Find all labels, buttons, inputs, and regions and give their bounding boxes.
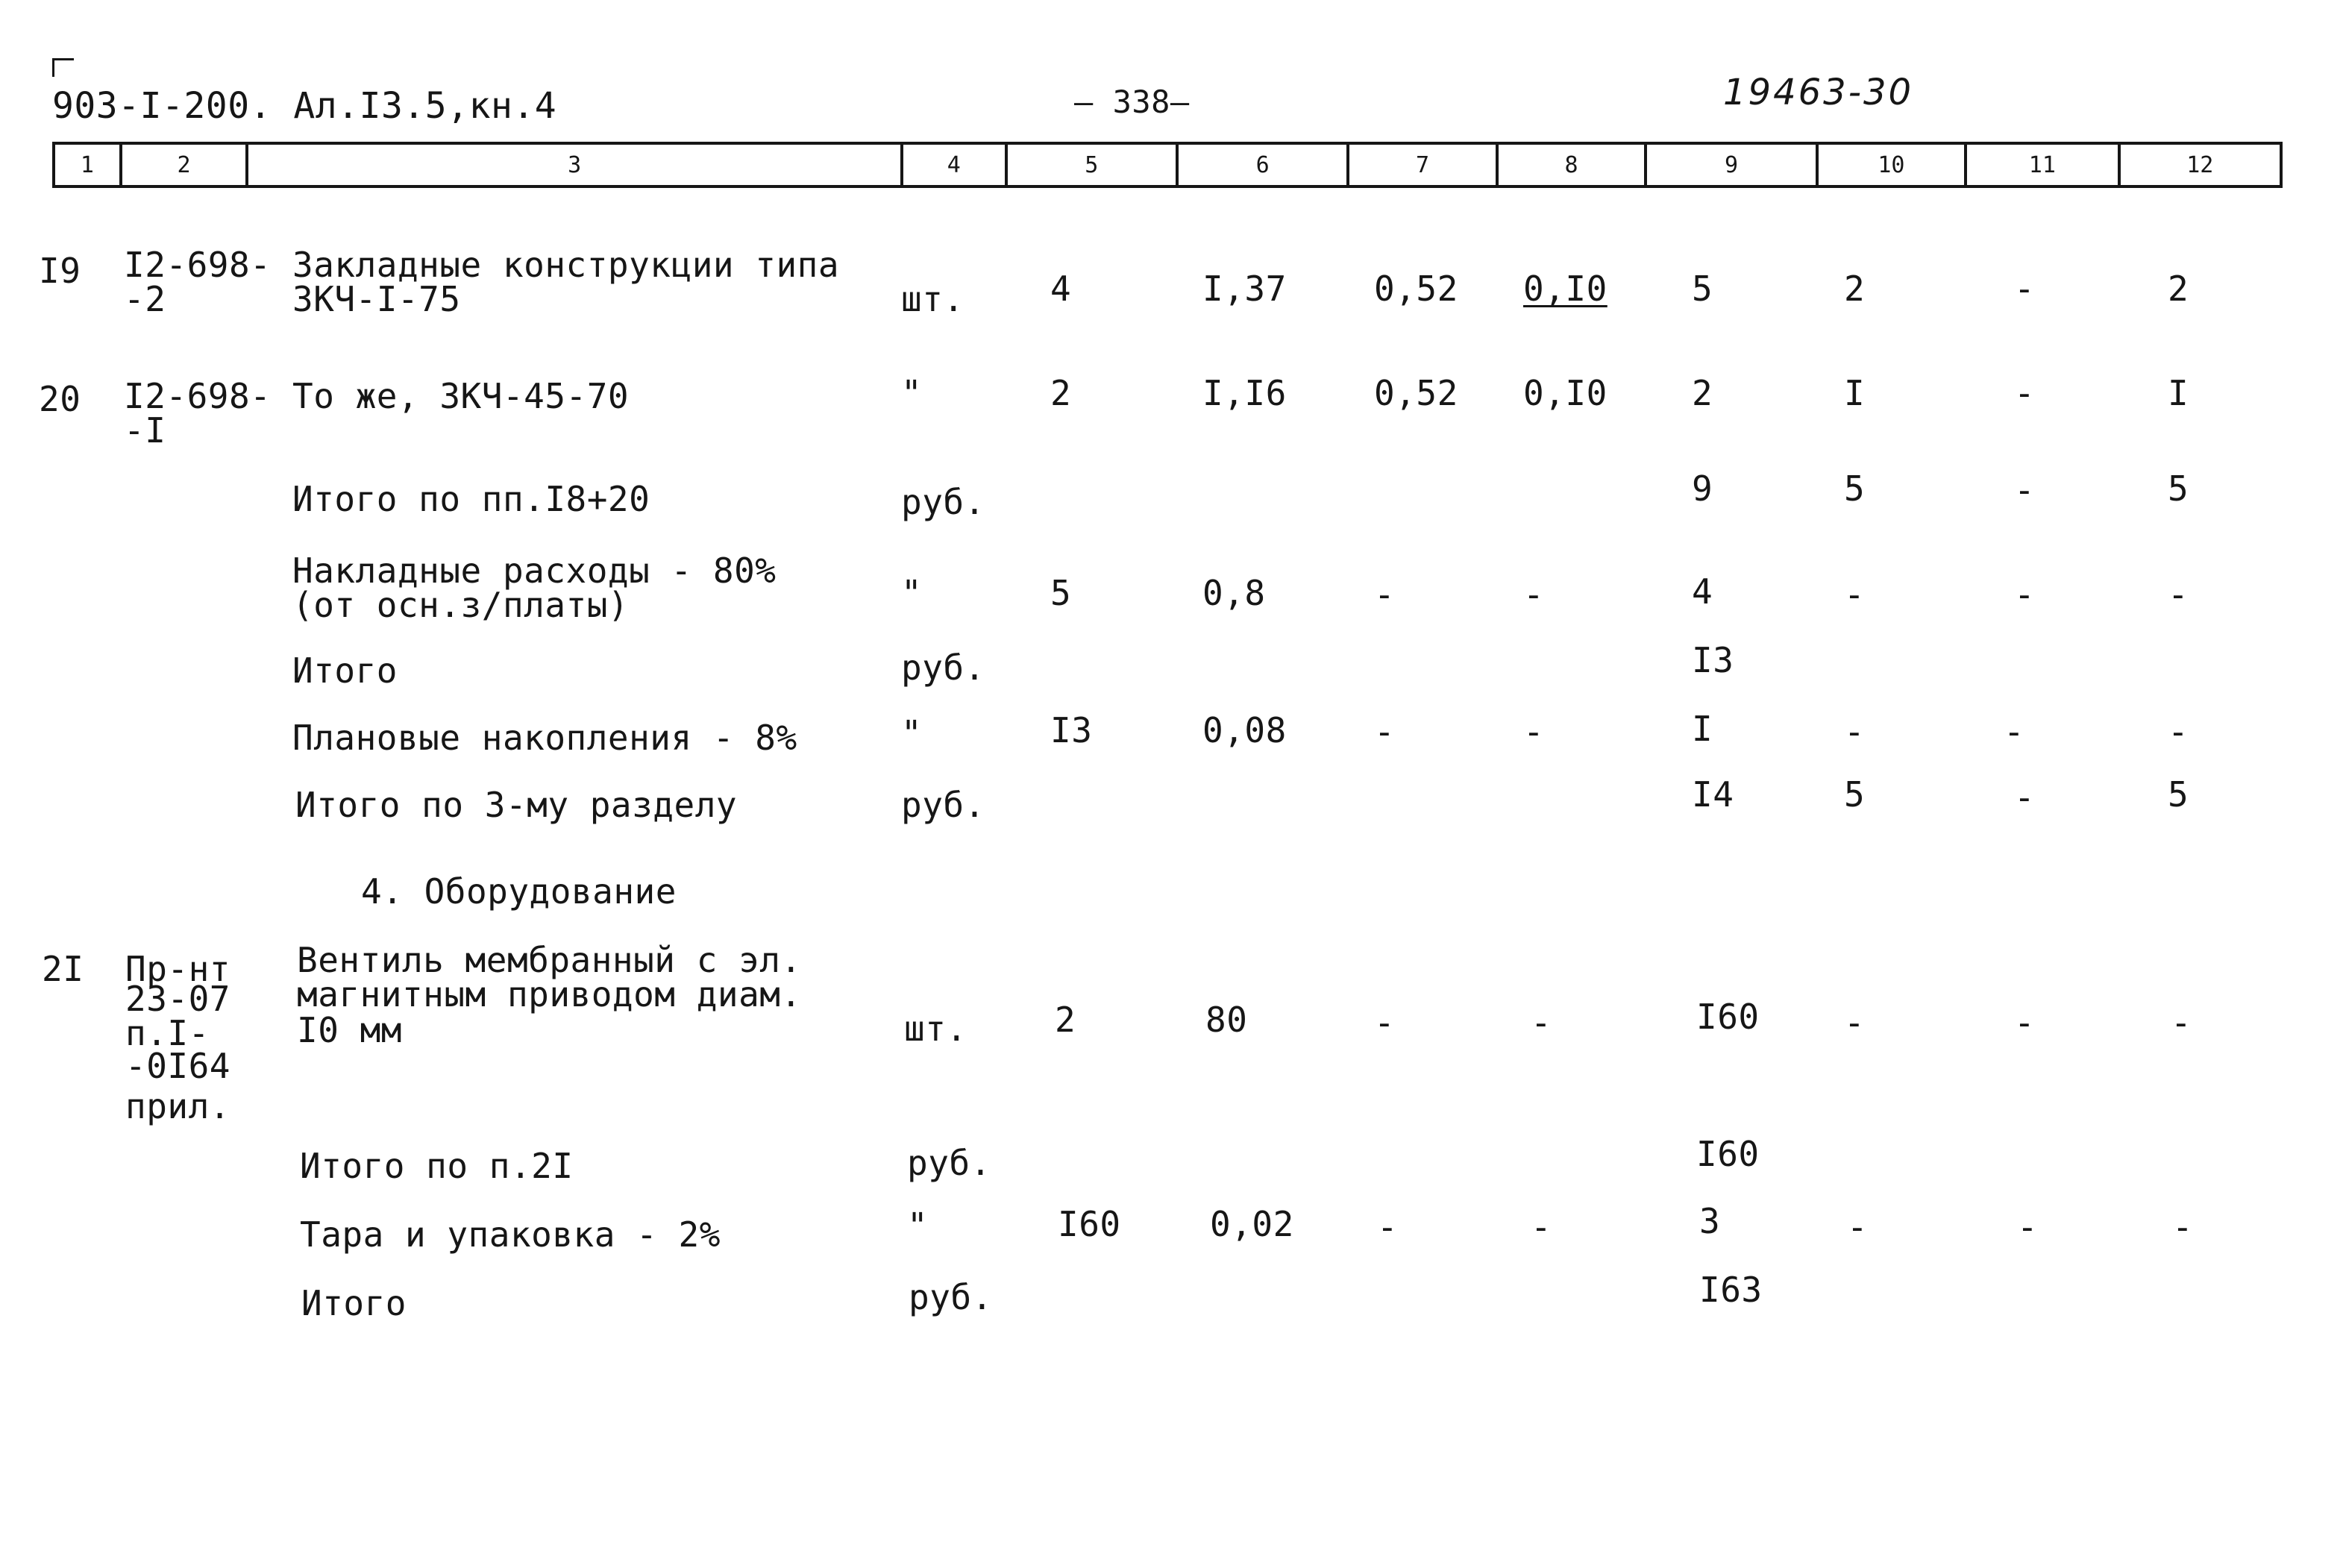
col-num-7: 7 [1349,145,1498,185]
col-num-6: 6 [1179,145,1349,185]
cell-col7: - [1374,1003,1396,1043]
cell-col10: I [1844,373,1866,413]
row-unit: шт. [901,279,965,319]
cell-col11: - [2017,1207,2039,1247]
row-unit: шт. [904,1009,967,1049]
cell-col8: - [1523,574,1545,615]
col-num-12: 12 [2186,151,2214,178]
col-num-5: 5 [1008,145,1179,185]
cell-col11: - [2014,373,2036,413]
cell-col11: - [2014,777,2036,818]
cell-col10: 5 [1844,468,1866,509]
cell-col12: 5 [2168,468,2189,509]
cell-col9: 9 [1692,468,1713,509]
row-code-line: I2-698- [124,245,272,285]
cell-col10: - [1844,574,1866,615]
row-description-line: Итого [292,650,398,691]
cell-col5: I3 [1050,710,1093,750]
cell-col8: - [1523,712,1545,752]
doc-code: 903-I-200. Ал.I3.5,кн.4 [52,85,557,127]
row-code-line: -0I64 [125,1046,230,1086]
row-unit: руб. [901,482,985,522]
cell-col10: 2 [1844,269,1866,309]
cell-col5: 2 [1050,373,1072,413]
row-code-line: 23-07 [125,979,230,1019]
cell-col11: - [2014,470,2036,510]
row-description-line: Итого по 3-му разделу [295,785,738,825]
row-description-line: Итого [301,1283,407,1323]
row-number: I9 [39,251,81,291]
cell-col8: - [1531,1003,1552,1043]
row-description-line: Тара и упаковка - 2% [300,1214,721,1255]
cell-col8: - [1531,1207,1552,1247]
row-number: 20 [39,379,81,419]
cell-col5: 5 [1050,573,1072,613]
row-description-line: Закладные конструкции типа [292,245,840,285]
cell-col7: - [1374,574,1396,615]
cell-col5: 2 [1055,1000,1076,1040]
cell-col9: 5 [1692,269,1713,309]
row-unit: руб. [901,785,985,825]
cell-col9: I [1692,709,1713,749]
cell-col6: 0,8 [1202,573,1266,613]
cell-col12: - [2168,574,2189,615]
col-num-8: 8 [1499,145,1647,185]
cell-col9: I63 [1699,1270,1763,1310]
cell-col6: 0,08 [1202,710,1287,750]
cell-col11: - [2014,269,2036,309]
cell-col9: I60 [1696,1134,1760,1174]
col-num-9: 9 [1647,145,1818,185]
cell-col9: I3 [1692,640,1734,680]
row-code-line: прил. [125,1086,230,1126]
row-unit: " [901,573,923,613]
cell-col12: - [2171,1003,2192,1043]
cell-col12: I [2168,373,2189,413]
cell-col11: - [2014,1003,2036,1043]
row-description-line: Вентиль мембранный с эл. [297,940,802,980]
cell-col6: 0,02 [1210,1204,1294,1244]
row-description-line: То же, ЗКЧ-45-70 [292,376,630,416]
cell-col7: 0,52 [1374,269,1458,309]
cell-col11: - [2004,712,2025,752]
cell-col12: 5 [2168,774,2189,815]
section-title: 4. Оборудование [361,871,677,912]
cell-col10: - [1844,1003,1866,1043]
cell-col10: 5 [1844,774,1866,815]
row-number: 2I [42,949,84,989]
cell-col5: 4 [1050,269,1072,309]
col-num-3: 3 [248,145,903,185]
col-num-11: 11 [1967,145,2120,185]
row-code-line: п.I- [125,1013,210,1053]
cell-col7: - [1374,712,1396,752]
col-num-2: 2 [122,145,249,185]
row-unit: " [907,1205,929,1246]
cell-col6: I,I6 [1202,373,1287,413]
cell-col5: I60 [1058,1204,1121,1244]
page-number: — 338— [1074,84,1190,120]
row-description-line: (от осн.з/платы) [292,585,630,625]
cell-col8: 0,I0 [1523,269,1608,309]
cell-col6: 80 [1205,1000,1248,1040]
cell-col7: 0,52 [1374,373,1458,413]
cell-col8: 0,I0 [1523,373,1608,413]
cell-col9: I60 [1696,997,1760,1037]
row-code-line: -I [124,410,166,451]
corner-mark [52,58,74,77]
row-unit: руб. [901,647,985,688]
cell-col6: I,37 [1202,269,1287,309]
col-num-10: 10 [1819,145,1967,185]
column-number-strip [52,142,2283,188]
cell-col9: 2 [1692,373,1713,413]
row-description-line: Итого по п.2I [300,1146,574,1186]
cell-col9: I4 [1692,774,1734,815]
row-description-line: магнитным приводом диам. [297,974,802,1015]
cell-col12: - [2172,1207,2194,1247]
row-unit: руб. [909,1277,993,1317]
cell-col9: 4 [1692,571,1713,612]
col-num-4: 4 [903,145,1008,185]
row-description-line: ЗКЧ-I-75 [292,279,461,319]
handwritten-code: 19463-30 [1723,72,1914,113]
row-description-line: Плановые накопления - 8% [292,718,797,758]
cell-col7: - [1377,1207,1399,1247]
row-code-line: -2 [124,279,166,319]
cell-col12: - [2168,712,2189,752]
row-unit: " [901,713,923,753]
col-num-1: 1 [55,145,122,185]
row-description-line: I0 мм [297,1010,402,1050]
cell-col10: - [1847,1207,1869,1247]
cell-col10: - [1844,712,1866,752]
cell-col9: 3 [1699,1201,1721,1241]
row-unit: руб. [907,1143,991,1183]
row-code-line: I2-698- [124,376,272,416]
row-code-line: Пр-нт [125,949,230,989]
cell-col11: - [2014,574,2036,615]
cell-col12: 2 [2168,269,2189,309]
row-description-line: Итого по пп.I8+20 [292,479,650,519]
row-description-line: Накладные расходы - 80% [292,551,777,591]
row-unit: " [901,373,923,413]
